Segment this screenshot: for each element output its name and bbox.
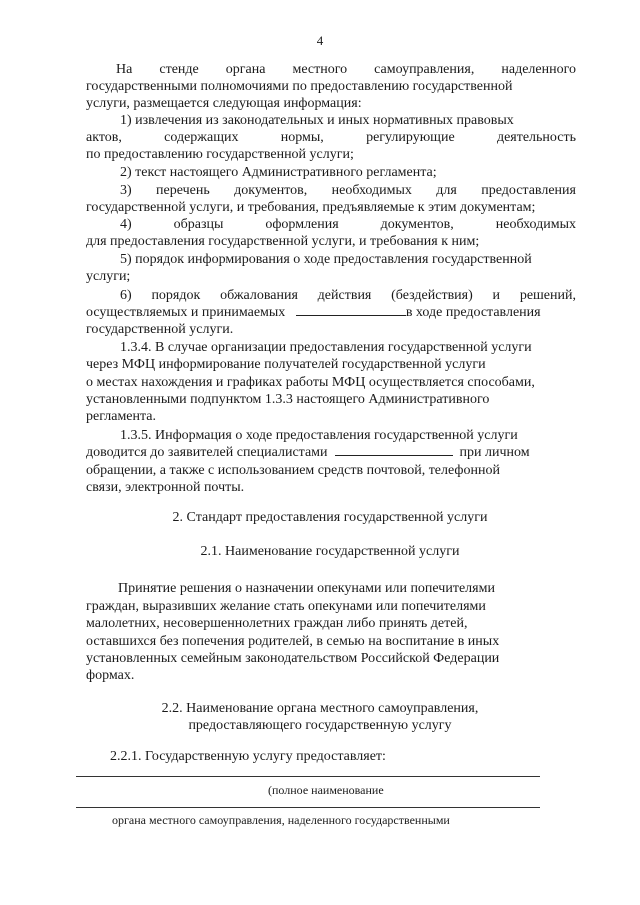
fill-in-line-1	[76, 776, 540, 777]
caption-organ-name: органа местного самоуправления, наделенного государственными	[112, 813, 450, 827]
p21-line-2: граждан, выразивших желание стать опекунами или попечителями	[86, 599, 486, 614]
list-item-4-line-2: для предоставления государственной услуги, и требования к ним;	[86, 234, 480, 249]
p21-line-6: формах.	[86, 668, 135, 683]
intro-line-1: На стенде органа местного самоуправления, наделенного	[116, 62, 576, 77]
list-item-6: 6) порядок обжалования действия (бездействия) и решений,	[120, 288, 576, 303]
list-item-3: 3) перечень документов, необходимых для предоставления	[120, 183, 576, 198]
blank-line	[335, 444, 453, 456]
p134-line-3: о местах нахождения и графиках работы МФЦ осуществляется способами,	[86, 375, 535, 390]
p21-line-1: Принятие решения о назначении опекунами или попечителями	[118, 581, 495, 596]
heading-2-2-line-1: 2.2. Наименование органа местного самоуправления,	[161, 701, 479, 716]
list-item-3-line-2: государственной услуги, и требования, предъявляемые к этим документам;	[86, 200, 536, 215]
heading-section-2: 2. Стандарт предоставления государственной услуги	[172, 510, 488, 525]
p134-line-1: 1.3.4. В случае организации предоставления государственной услуги	[120, 340, 532, 355]
p135-line-1: 1.3.5. Информация о ходе предоставления государственной услуги	[120, 428, 518, 443]
heading-2-1: 2.1. Наименование государственной услуги	[200, 544, 460, 559]
p134-line-5: регламента.	[86, 409, 157, 424]
blank-line	[296, 304, 406, 316]
p135-line-2: доводится до заявителей специалистами при личном	[86, 445, 530, 460]
intro-line-2: государственными полномочиями по предоставлению государственной	[86, 79, 513, 94]
p134-line-4: установленными подпунктом 1.3.3 настоящего Административного	[86, 392, 490, 407]
p135-line-4: связи, электронной почты.	[86, 480, 245, 495]
fill-in-line-2	[76, 807, 540, 808]
intro-line-3: услуги, размещается следующая информация:	[86, 96, 362, 111]
list-item-6-line-2: осуществляемых и принимаемых в ходе предоставления	[86, 305, 541, 320]
p135-line-3: обращении, а также с использованием средств почтовой, телефонной	[86, 463, 500, 478]
heading-2-2-line-2: предоставляющего государственную услугу	[188, 718, 452, 733]
list-item-1: 1) извлечения из законодательных и иных нормативных правовых	[120, 113, 514, 128]
page-number: 4	[316, 33, 324, 48]
list-item-5-line-2: услуги;	[86, 269, 131, 284]
p134-line-2: через МФЦ информирование получателей государственной услуги	[86, 357, 486, 372]
list-item-5: 5) порядок информирования о ходе предоставления государственной	[120, 252, 532, 267]
list-item-4: 4) образцы оформления документов, необходимых	[120, 217, 576, 232]
list-item-6-line-3: государственной услуги.	[86, 322, 234, 337]
p221: 2.2.1. Государственную услугу предоставляет:	[110, 749, 386, 764]
p21-line-4: оставшихся без попечения родителей, в семью на воспитание в иных	[86, 634, 500, 649]
caption-full-name: (полное наименование	[268, 783, 384, 797]
p21-line-3: малолетних, несовершеннолетних граждан либо принять детей,	[86, 616, 468, 631]
list-item-2: 2) текст настоящего Административного регламента;	[120, 165, 437, 180]
p21-line-5: установленных семейным законодательством Российской Федерации	[86, 651, 500, 666]
list-item-1-line-2: актов, содержащих нормы, регулирующие деятельность	[86, 130, 576, 145]
list-item-1-line-3: по предоставлению государственной услуги;	[86, 147, 354, 162]
